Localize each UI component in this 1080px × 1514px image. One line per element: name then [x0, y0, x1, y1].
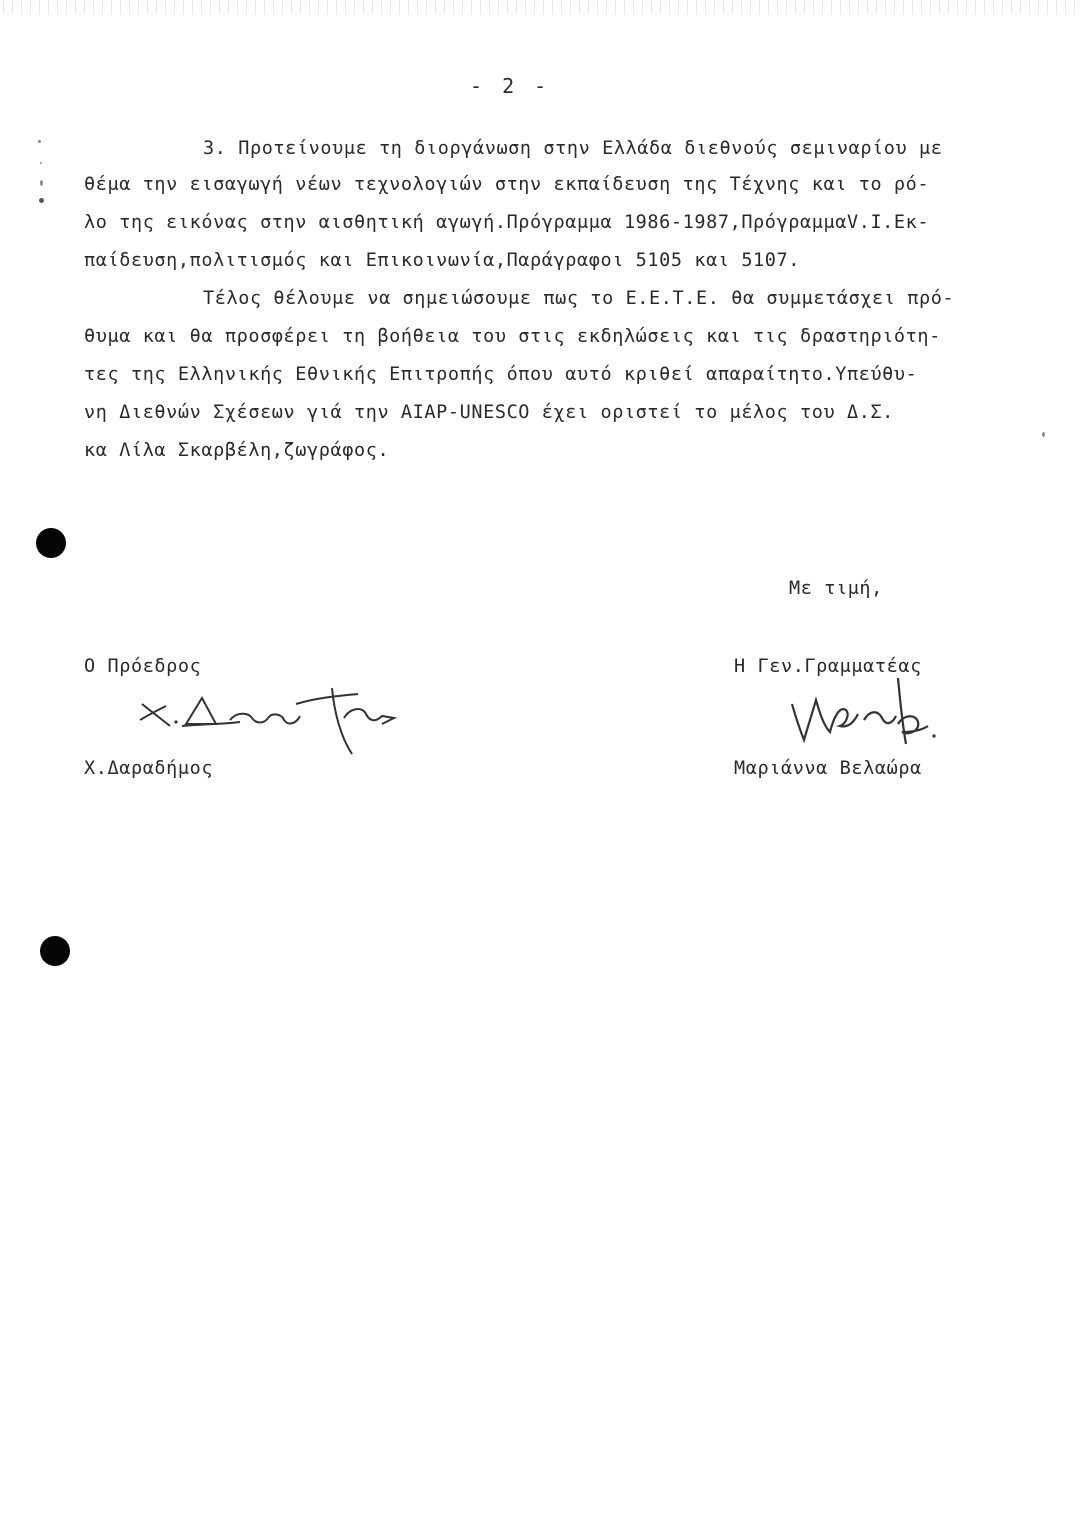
- paragraph-1-line-1: 3. Προτείνουμε τη διοργάνωση στην Ελλάδα διεθνούς σεμιναρίου με: [203, 138, 943, 159]
- paragraph-1-line-3: λο της εικόνας στην αισθητική αγωγή.Πρόγραμμα 1986-1987,ΠρόγραμμαV.I.Εκ-: [84, 212, 930, 233]
- secretary-general-name: Μαριάννα Βελαώρα: [734, 758, 922, 779]
- paragraph-2-line-5: κα Λίλα Σκαρβέλη,ζωγράφος.: [84, 440, 390, 461]
- secretary-general-title: Η Γεν.Γραμματέας: [734, 656, 922, 677]
- margin-speck: [40, 162, 42, 164]
- scan-top-edge: [0, 0, 1080, 14]
- punch-hole-bottom: [40, 936, 70, 966]
- president-title: Ο Πρόεδρος: [84, 656, 202, 677]
- punch-hole-top: [36, 528, 66, 558]
- page-number: - 2 -: [470, 74, 551, 98]
- paragraph-1-line-2: θέμα την εισαγωγή νέων τεχνολογιών στην εκπαίδευση της Τέχνης και το ρό-: [84, 174, 930, 195]
- margin-speck: [40, 180, 43, 186]
- paragraph-2-line-4: νη Διεθνών Σχέσεων γιά την AIAP-UNESCO έχει οριστεί το μέλος του Δ.Σ.: [84, 402, 894, 423]
- paragraph-2-line-1: Τέλος θέλουμε να σημειώσουμε πως το Ε.Ε.Τ.Ε. θα συμμετάσχει πρό-: [203, 288, 955, 309]
- president-signature: [136, 684, 406, 764]
- paragraph-1-line-4: παίδευση,πολιτισμός και Επικοινωνία,Παράγραφοι 5105 και 5107.: [84, 250, 801, 271]
- closing-salutation: Με τιμή,: [789, 578, 883, 599]
- paragraph-2-line-2: θυμα και θα προσφέρει τη βοήθεια του στις εκδηλώσεις και τις δραστηριότη-: [84, 326, 941, 347]
- margin-speck: [1042, 432, 1045, 437]
- margin-speck: [39, 198, 44, 203]
- secretary-general-signature: [784, 670, 944, 754]
- paragraph-2-line-3: τες της Ελληνικής Εθνικής Επιτροπής όπου αυτό κριθεί απαραίτητο.Υπεύθυ-: [84, 364, 918, 385]
- president-name: Χ.Δαραδήμος: [84, 758, 214, 779]
- margin-speck: [38, 140, 41, 143]
